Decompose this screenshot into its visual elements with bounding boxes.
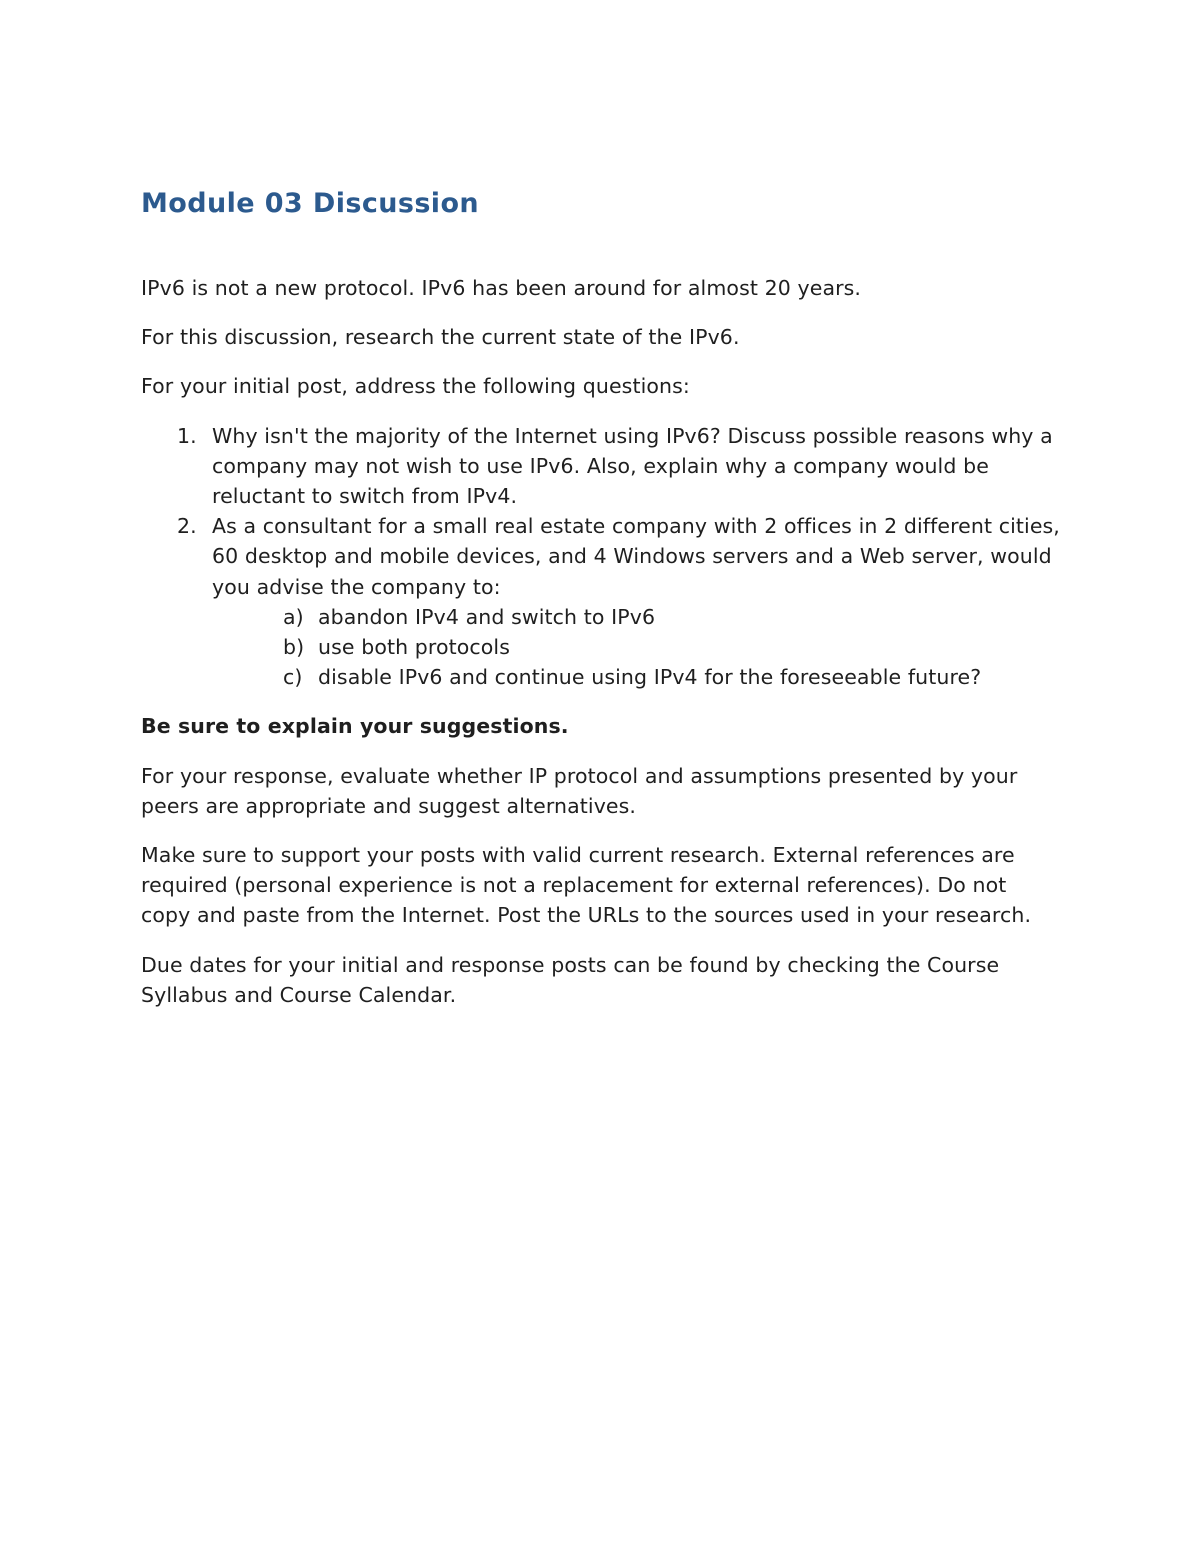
option-item-a bbox=[283, 602, 1061, 632]
due-dates-paragraph: Due dates for your initial and response posts can be found by checking the Course Syllabus and Course Calendar. bbox=[141, 952, 1000, 1007]
option-text: use both protocols bbox=[318, 635, 511, 660]
option-text: abandon IPv4 and switch to IPv6 bbox=[318, 604, 656, 629]
option-letter: a) bbox=[283, 604, 304, 629]
support-paragraph: Make sure to support your posts with valid current research. External references are required (personal experience is not a replacement for external references). Do not copy and paste from the Internet. Post the URLs to the sources used in your research. bbox=[141, 843, 1032, 928]
option-item-c bbox=[283, 662, 1061, 692]
intro-paragraph: IPv6 is not a new protocol. IPv6 has been around for almost 20 years. bbox=[141, 276, 862, 300]
question-text: Why isn't the majority of the Internet using IPv6? Discuss possible reasons why a company may not wish to use IPv6. Also, explain why a company would be reluctant to switch from IPv4. bbox=[212, 423, 1053, 509]
options-list bbox=[212, 602, 1061, 693]
question-text: As a consultant for a small real estate company with 2 offices in 2 different cities, 60 desktop and mobile devices, and 4 Windows servers and a Web server, would you advise the company to: bbox=[212, 514, 1060, 599]
option-text: disable IPv6 and continue using IPv4 for the foreseeable future? bbox=[318, 665, 982, 690]
question-number: 2. bbox=[177, 514, 197, 539]
questions-list bbox=[141, 421, 1061, 693]
option-item-b bbox=[283, 632, 1061, 662]
option-letter: c) bbox=[283, 665, 303, 690]
page-title: Module 03 Discussion bbox=[141, 188, 480, 219]
question-item-2 bbox=[177, 511, 1061, 692]
document-body bbox=[141, 186, 1061, 1010]
response-paragraph: For your response, evaluate whether IP protocol and assumptions presented by your peers are appropriate and suggest alternatives. bbox=[141, 763, 1018, 818]
option-letter: b) bbox=[283, 635, 305, 660]
emphasis-paragraph: Be sure to explain your suggestions. bbox=[141, 714, 569, 739]
research-paragraph: For this discussion, research the current state of the IPv6. bbox=[141, 325, 740, 350]
question-number: 1. bbox=[177, 423, 197, 448]
question-item-1 bbox=[177, 421, 1061, 512]
initial-post-paragraph: For your initial post, address the following questions: bbox=[141, 374, 690, 399]
